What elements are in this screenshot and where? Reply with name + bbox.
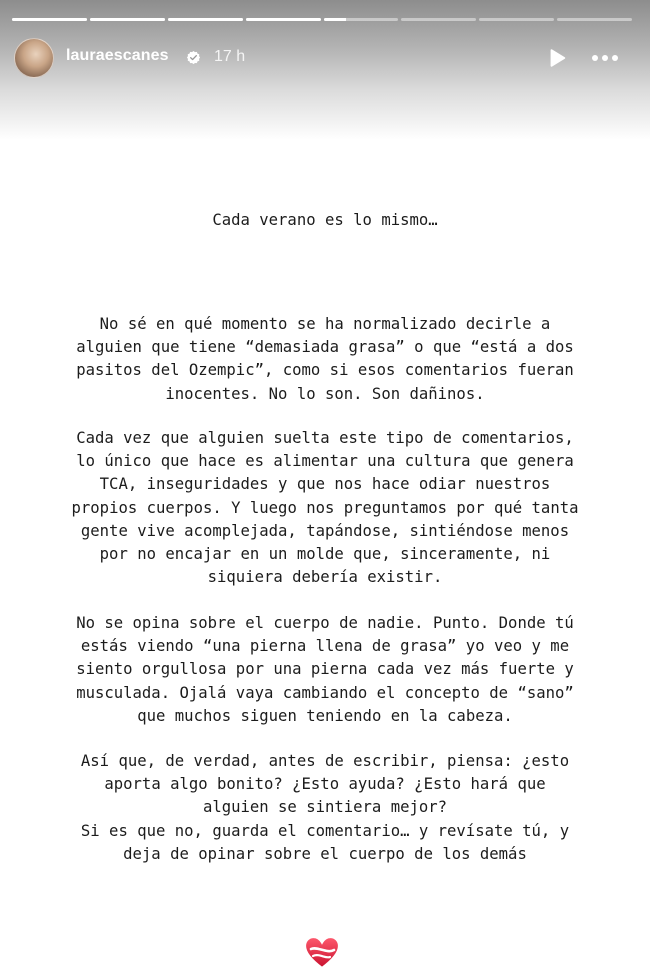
paragraph-2: [0, 427, 650, 589]
text-line: gente vive acomplejada, tapándose, sintiéndose menos: [80, 521, 570, 540]
text-line: inocentes. No lo son. Son dañinos.: [165, 384, 485, 403]
text-line: deja de opinar sobre el cuerpo de los demás: [123, 844, 527, 863]
heart-icon[interactable]: [304, 936, 340, 970]
text-line: aporta algo bonito? ¿Esto ayuda? ¿Esto hará que: [104, 775, 546, 794]
story-header: [14, 38, 636, 80]
story-time: 17 h: [214, 48, 246, 65]
avatar[interactable]: [14, 38, 54, 78]
story-progress-bar: [12, 18, 632, 21]
progress-segment-fill: [12, 18, 87, 21]
text-line: Así que, de verdad, antes de escribir, piensa: ¿esto: [80, 752, 570, 770]
verified-badge-icon: [186, 50, 201, 65]
text-line: alguien se sintiera mejor?: [202, 798, 448, 817]
text-line: estás viendo “una pierna llena de grasa” yo veo y me: [80, 637, 570, 656]
progress-segment: [246, 18, 321, 21]
progress-segment: [90, 18, 165, 21]
text-line: por no encajar en un molde que, sinceramente, ni: [99, 545, 551, 564]
play-icon[interactable]: [546, 47, 568, 69]
progress-segment: [479, 18, 554, 21]
more-options-icon[interactable]: [590, 47, 620, 69]
progress-segment-fill: [324, 18, 346, 21]
text-line: propios cuerpos. Y luego nos preguntamos por qué tanta: [71, 498, 579, 517]
progress-segment: [168, 18, 243, 21]
progress-segment: [12, 18, 87, 21]
progress-segment: [557, 18, 632, 21]
text-line: Si es que no, guarda el comentario… y revísate tú, y: [80, 821, 570, 840]
progress-segment-fill: [168, 18, 243, 21]
text-line: pasitos del Ozempic”, como si esos comentarios fueran: [76, 361, 574, 380]
text-line: que muchos siguen teniendo en la cabeza.: [137, 706, 513, 725]
text-line: TCA, inseguridades y que nos hace odiar nuestros: [99, 475, 551, 494]
text-line: Cada vez que alguien suelta este tipo de comentarios,: [76, 429, 574, 447]
progress-segment-fill: [90, 18, 165, 21]
text-line: siento orgullosa por una pierna cada vez más fuerte y: [76, 660, 574, 679]
progress-segment: [401, 18, 476, 21]
username[interactable]: lauraescanes: [66, 47, 169, 64]
text-line: lo único que hace es alimentar una cultura que genera: [76, 452, 574, 471]
progress-segment-fill: [246, 18, 321, 21]
text-line: No sé en qué momento se ha normalizado decirle a: [99, 315, 551, 333]
text-line: No se opina sobre el cuerpo de nadie. Punto. Donde tú: [76, 614, 574, 632]
text-line: siquiera debería existir.: [207, 568, 443, 587]
paragraph-3: [0, 612, 650, 728]
paragraph-1: [0, 313, 650, 406]
text-line: musculada. Ojalá vaya cambiando el concepto de “sano”: [76, 683, 574, 702]
paragraph-4: [0, 750, 650, 866]
text-line: alguien que tiene “demasiada grasa” o que “está a dos: [76, 338, 574, 357]
progress-segment: [324, 18, 399, 21]
story-title: Cada verano es lo mismo…: [212, 211, 438, 229]
